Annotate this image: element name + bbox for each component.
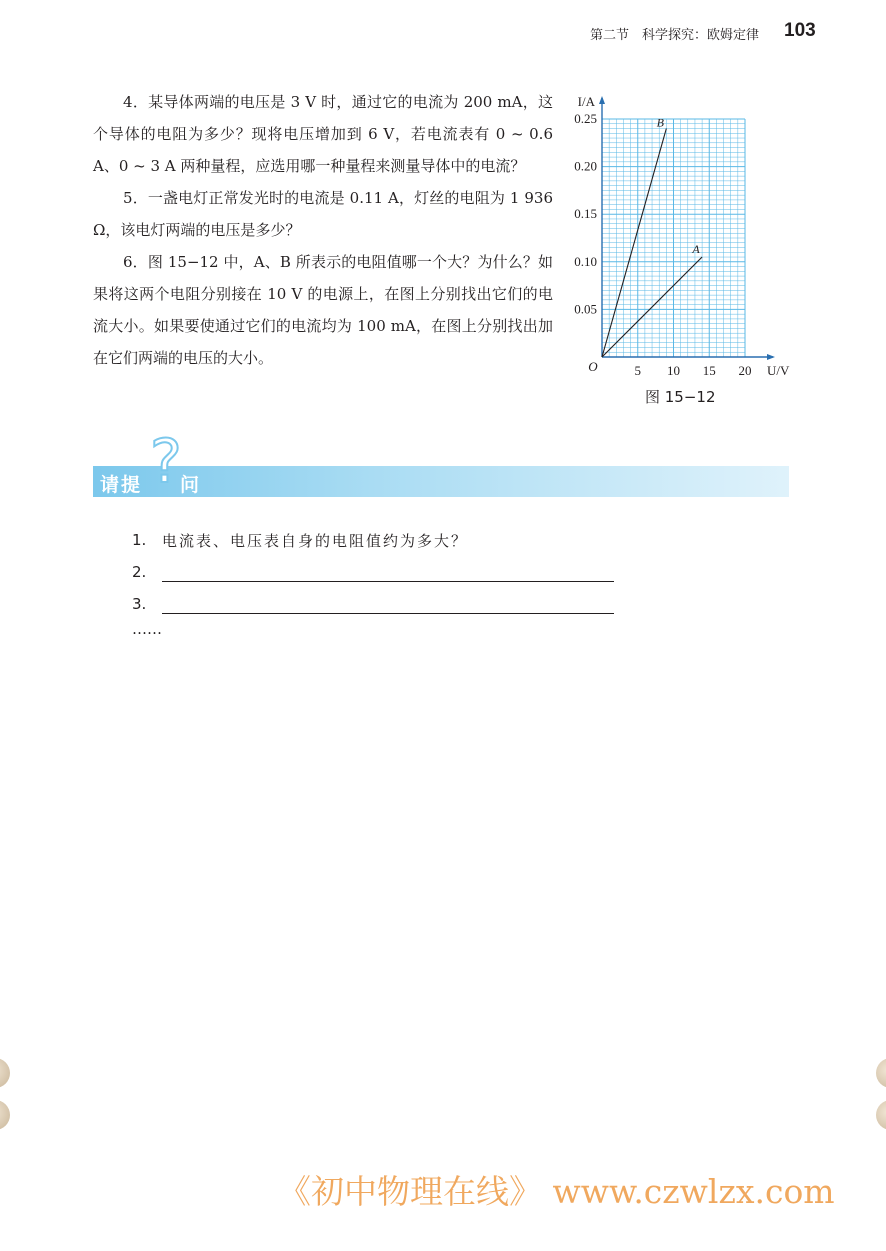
question-number: 3. (132, 595, 147, 613)
binding-hole-decoration (0, 1100, 10, 1130)
y-tick-label: 0.05 (574, 301, 597, 317)
y-axis-label: I/A (577, 94, 595, 109)
answer-blank[interactable] (162, 563, 614, 582)
y-tick-label: 0.15 (574, 206, 597, 222)
binding-hole-decoration (876, 1100, 886, 1130)
origin-label: O (588, 359, 598, 374)
series-label-B: B (656, 115, 665, 130)
y-tick-label: 0.25 (574, 111, 597, 126)
y-axis-arrow (599, 96, 605, 104)
figure-caption: 图 15−12 (645, 388, 716, 406)
question-mark-icon: ? (150, 427, 182, 497)
x-tick-label: 20 (738, 363, 752, 378)
graph-ticks (574, 94, 790, 378)
question-text: 电流表、电压表自身的电阻值约为多大？ (162, 531, 469, 550)
x-tick-label: 15 (702, 363, 716, 378)
graph-grid (602, 119, 745, 357)
site-watermark: 《初中物理在线》 www.czwlzx.com (278, 1172, 835, 1211)
y-tick-label: 0.20 (574, 158, 597, 174)
graph-axes (599, 96, 775, 360)
exercise-6: 6．图 15−12 中，A、B 所表示的电阻值哪一个大？为什么？如果将这两个电阻分别接在 10 V 的电源上，在图上分别找出它们的电流大小。如果要使通过它们的电流均为 100 mA，在图上分别找出加在它们两端的电压的大小。 (93, 253, 553, 367)
question-number: 1. (132, 531, 147, 549)
x-axis-arrow (767, 354, 775, 360)
ask-title-right: 问 (180, 474, 200, 496)
section-header: 第二节 科学探究：欧姆定律 (590, 28, 760, 43)
x-tick-label: 5 (634, 363, 641, 378)
question-list (132, 524, 614, 620)
y-tick-label: 0.10 (574, 253, 597, 269)
question-number: 2. (132, 563, 147, 581)
iu-graph (562, 86, 792, 416)
series-label-A: A (692, 242, 700, 257)
answer-blank[interactable] (162, 595, 614, 614)
exercise-list (93, 86, 553, 374)
ask-title-left: 请提 (100, 474, 143, 496)
question-item (132, 588, 614, 620)
exercise-5: 5．一盏电灯正常发光时的电流是 0.11 A，灯丝的电阻为 1 936 Ω，该电灯两端的电压是多少？ (93, 189, 553, 239)
page-number: 103 (784, 20, 816, 41)
question-item (132, 556, 614, 588)
x-axis-label: U/V (767, 363, 790, 378)
binding-hole-decoration (0, 1058, 10, 1088)
x-tick-label: 10 (667, 363, 680, 378)
exercise-4: 4．某导体两端的电压是 3 V 时，通过它的电流为 200 mA，这个导体的电阻为多少？现将电压增加到 6 V，若电流表有 0 ~ 0.6 A、0 ~ 3 A 两种量程，应选用哪一种量程来测量导体中的电流？ (93, 93, 553, 175)
question-item (132, 524, 614, 556)
ellipsis: …… (132, 620, 162, 638)
binding-hole-decoration (876, 1058, 886, 1088)
